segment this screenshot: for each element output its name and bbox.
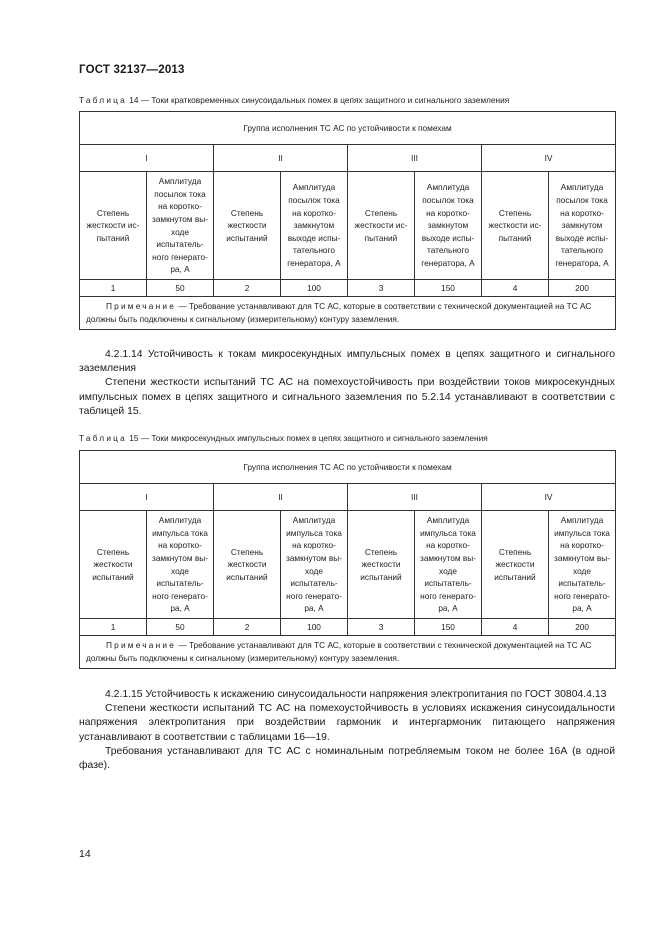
- value-cell: 50: [147, 619, 214, 636]
- value-cell: 50: [147, 280, 214, 297]
- caption-text: 14 — Токи кратковременных синусоидальных помех в цепях защитного и сигнального заземления: [126, 95, 510, 105]
- degree-label: Степень жесткости испытаний: [80, 511, 147, 619]
- degree-label: Степень жесткости испытаний: [348, 511, 415, 619]
- section-text: Степени жесткости испытаний ТС АС на помехоустойчивость в условиях искажения синусоидальности напряжения электропитания при воздействии гармоник и интергармоник питающего напряжения устанавливают в соответствии с таблицами 16—19.: [79, 703, 615, 743]
- degree-label: Степень жесткости испытаний: [214, 172, 281, 280]
- note-word: Примечание: [106, 640, 177, 650]
- group-iii: III: [348, 145, 482, 172]
- value-cell: 1: [80, 619, 147, 636]
- group-header: Группа исполнения ТС АС по устойчивости к помехам: [80, 112, 616, 145]
- amplitude-label: Амплитуда посылок тока на коротко-замкнутом выходе испы-тательного генератора, А: [281, 172, 348, 280]
- section-4-2-1-15: [79, 688, 615, 773]
- group-header: Группа исполнения ТС АС по устойчивости к помехам: [80, 451, 616, 484]
- amplitude-label: Амплитуда импульса тока на коротко-замкнутом вы-ходе испытатель-ного генерато-ра, А: [281, 511, 348, 619]
- amplitude-label: Амплитуда посылок тока на коротко-замкнутом вы-ходе испытатель-ного генерато-ра, А: [147, 172, 214, 280]
- table-15: [79, 450, 616, 669]
- value-cell: 2: [214, 619, 281, 636]
- group-iii: III: [348, 484, 482, 511]
- page-number: 14: [79, 848, 91, 860]
- group-ii: II: [214, 145, 348, 172]
- document-header: ГОСТ 32137—2013: [79, 64, 185, 76]
- amplitude-label: Амплитуда посылок тока на коротко-замкнутом выходе испы-тательного генератора, А: [415, 172, 482, 280]
- section-4-2-1-14: [79, 348, 615, 419]
- section-title: 4.2.1.15 Устойчивость к искажению синусоидальности напряжения электропитания по ГОСТ 30804.4.13: [105, 689, 607, 700]
- group-iv: IV: [482, 484, 616, 511]
- value-cell: 4: [482, 619, 549, 636]
- group-iv: IV: [482, 145, 616, 172]
- note-word: Примечание: [106, 301, 177, 311]
- amplitude-label: Амплитуда импульса тока на коротко-замкнутом вы-ходе испытатель-ного генерато-ра, А: [549, 511, 616, 619]
- section-text: Степени жесткости испытаний ТС АС на помехоустойчивость при воздействии токов микросекундных импульсных помех в цепях защитного и сигнального заземления по 5.2.14 устанавливают в соответствии с таблицей 15.: [79, 377, 615, 417]
- note-text: — Требование устанавливают для ТС АС, которые в соответствии с технической документацией на ТС АС должны быть подключены к сигнальному (измерительному) контуру заземления.: [86, 640, 592, 663]
- value-cell: 150: [415, 619, 482, 636]
- section-text: Требования устанавливают для ТС АС с номинальным потребляемым током не более 16А (в одной фазе).: [79, 745, 615, 772]
- value-cell: 150: [415, 280, 482, 297]
- table-15-caption: [79, 433, 488, 443]
- group-ii: II: [214, 484, 348, 511]
- value-cell: 100: [281, 280, 348, 297]
- value-cell: 3: [348, 280, 415, 297]
- amplitude-label: Амплитуда импульса тока на коротко-замкнутом вы-ходе испытатель-ного генерато-ра, А: [415, 511, 482, 619]
- value-cell: 1: [80, 280, 147, 297]
- note-text: — Требование устанавливают для ТС АС, которые в соответствии с технической документацией на ТС АС должны быть подключены к сигнальному (измерительному) контуру заземления.: [86, 301, 592, 324]
- amplitude-label: Амплитуда импульса тока на коротко-замкнутом вы-ходе испытатель-ного генерато-ра, А: [147, 511, 214, 619]
- degree-label: Степень жесткости ис-пытаний: [482, 172, 549, 280]
- value-cell: 2: [214, 280, 281, 297]
- caption-word: Таблица: [79, 433, 127, 443]
- table-14-note: [80, 297, 616, 330]
- value-cell: 200: [549, 619, 616, 636]
- degree-label: Степень жесткости ис-пытаний: [348, 172, 415, 280]
- caption-text: 15 — Токи микросекундных импульсных помех в цепях защитного и сигнального заземления: [126, 433, 488, 443]
- degree-label: Степень жесткости испытаний: [214, 511, 281, 619]
- table-15-note: [80, 636, 616, 669]
- group-i: I: [80, 145, 214, 172]
- caption-word: Таблица: [79, 95, 127, 105]
- section-title: 4.2.1.14 Устойчивость к токам микросекундных импульсных помех в цепях защитного и сигнального заземления: [79, 349, 615, 375]
- degree-label: Степень жесткости испытаний: [482, 511, 549, 619]
- amplitude-label: Амплитуда посылок тока на коротко-замкнутом выходе испы-тательного генератора, А: [549, 172, 616, 280]
- value-cell: 100: [281, 619, 348, 636]
- value-cell: 200: [549, 280, 616, 297]
- group-i: I: [80, 484, 214, 511]
- degree-label: Степень жесткости ис-пытаний: [80, 172, 147, 280]
- table-14: [79, 111, 616, 330]
- value-cell: 3: [348, 619, 415, 636]
- value-cell: 4: [482, 280, 549, 297]
- table-14-caption: [79, 95, 509, 105]
